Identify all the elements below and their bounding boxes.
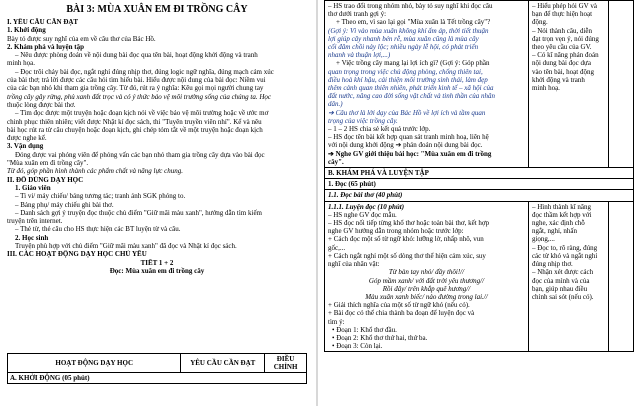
cell-line: nghĩ của nhân vật: [328,260,380,269]
paragraph-line: Từ đó, góp phần hình thành các phẩm chất và năng lực chung. [7,167,184,176]
cell-line: dân.) [328,100,343,109]
cell-line: • Đoạn 3: Còn lại. [332,342,383,351]
cell-line: giọng,... [531,235,555,244]
cell-line: gốc,... [328,243,346,252]
paragraph-line: Đóng được vai phóng viên để phỏng vấn các bạn nhỏ tham gia trồng cây dựa vào bài đọc [15,150,265,159]
paragraph-line: – Đọc trôi chảy bài đọc, ngắt nghỉ đúng nhịp thơ, đúng logic ngữ nghĩa, đúng mạch cảm xúc [15,67,274,76]
cell-line: – HS trao đổi trong nhóm nhỏ, bày tỏ suy nghĩ khi đọc câu [328,2,493,10]
adjustment-cell [609,201,634,352]
cell-line: vào tên bài, hoạt động [531,67,594,76]
paragraph-line: bài học rút ra từ câu chuyện hoặc đoạn kịch, ghi chép tóm tắt về một truyện hoặc đoạn kịch [7,125,263,134]
paragraph-line: truyện trên internet. [7,217,63,226]
subsection-heading: 3. Vận dụng [7,142,44,151]
table-header-cell: HOẠT ĐỘNG DẠY HỌC [8,354,181,373]
table-row [8,373,307,384]
cell-line: ngắt, nghỉ, nhấn [531,227,578,236]
paragraph-line: – Bảng phụ/ máy chiếu ghi bài thơ. [15,200,114,209]
cell-line: khởi động và tranh [531,75,585,84]
paragraph-line: minh họa. [7,59,35,68]
cell-line: – 1 – 2 HS chia sẻ kết quả trước lớp. [328,125,431,134]
cell-line: cây". [328,157,344,166]
cell-line: đọc của mình và của [531,276,590,285]
cell-line: bạn để thực hiện hoạt [531,10,593,19]
section-heading: II. ĐỒ DÙNG DẠY HỌC [7,175,84,184]
paragraph-line: – Tìm đọc được một truyện hoặc đoạn kịch nói về việc bảo vệ môi trường hoặc về ước mơ [15,109,269,118]
paragraph-line: – Danh sách gợi ý truyện đọc thuộc chủ điểm "Giữ mãi màu xanh", hướng dẫn tìm kiếm [15,208,262,217]
cell-line: • Đoạn 2: Khổ thơ thứ hai, thứ ba. [332,333,428,342]
cell-line: + Bài đọc có thể chia thành ba đoạn để luyện đọc và [328,309,475,318]
paragraph-line: Bày tỏ được suy nghĩ của em về câu thơ của Bác Hồ. [7,34,156,43]
cell-line: động. [531,18,548,27]
subsection-heading: 1. Khởi động [7,26,46,35]
cell-line: với nội dung khởi động ➔ phán đoán nội dung bài đọc. [328,141,483,150]
activities-table [7,353,307,384]
cell-line: minh hoạ. [531,84,560,93]
paragraph-line: được nghe kể. [7,134,47,143]
cell-line: + Việc trồng cây mang lại lợi ích gì? (Gợi ý: Góp phần [336,59,490,68]
cell-line: – Hiểu phép hỏi GV và [531,2,597,10]
document-page-left [0,0,316,406]
cell-line: • Đoạn 1: Khổ thơ đầu. [332,325,397,334]
table-section-cell: 1.1. Đọc bài thơ (40 phút) [325,190,634,201]
cell-line: nội dung bài đọc dựa [531,59,591,68]
subsection-heading: 1. Giáo viên [15,183,51,192]
requirement-cell [528,1,608,168]
paragraph-line: Truyện phù hợp với chủ điểm "Giữ mãi màu xanh" đã đọc và Nhật kí đọc sách. [15,242,237,251]
cell-line: ➔ Nghe GV giới thiệu bài học: "Mùa xuân em đi trồng [328,149,492,158]
cell-line: 1.1.1. Luyện đọc (10 phút) [328,202,405,211]
paragraph-line: thuộc lòng được bài thơ. [7,100,76,109]
paragraph-line: của bài thơ; trả lời được các câu hỏi tìm hiểu bài. Hiểu được nội dung của bài đọc: Niềm vui [7,76,266,85]
section-heading: I. YÊU CẦU CẦN ĐẠT [7,18,79,26]
cell-line: + Giải thích nghĩa của một số từ ngữ khó (nếu có). [328,301,470,310]
paragraph-line: – Nêu được phòng đoán về nội dung bài đọc qua tên bài, hoạt động khởi động và tranh [15,51,258,60]
cell-line: đất nước, nâng cao đời sống vật chất và tinh thần của nhân [328,92,496,101]
lesson-period: TIẾT 1 + 2 [140,258,174,267]
activities-table-continued [324,0,634,352]
cell-line: – HS nghe GV đọc mẫu. [328,210,397,219]
paragraph-line: – Thẻ từ, thẻ câu cho HS thực hiện các BT luyện từ và câu. [15,225,181,234]
requirement-cell [528,201,608,352]
cell-line: nhanh và thuận lợi,...) [328,51,391,60]
poem-line: Góp mầm xanh/ với đất trời yêu thương// [368,276,485,285]
cell-line: ➔ Câu thơ là lời dạy của Bác Hồ về lợi ích và tầm quan [328,108,486,117]
paragraph-line: của các bạn nhỏ khi tham gia trồng cây. Từ đó, rút ra ý nghĩa: Kêu gọi mọi người chung tay [7,84,264,93]
cell-line: – Hình thành kĩ năng [531,202,592,211]
cell-line: – Đọc to, rõ ràng, đúng [531,243,598,252]
table-row [325,168,634,179]
paragraph-line: – Ti vi/ máy chiếu/ bảng tương tác; tranh ảnh SGK phóng to. [15,192,186,201]
table-section-cell: 1. Đọc (65 phút) [325,179,634,190]
cell-line: bạn, giúp nhau điều [531,284,588,293]
paragraph-line: chinh phục thiên nhiên; viết được Nhật kí đọc sách, thi "Tuyên truyền viên nhí". Kể và nêu [7,117,262,126]
table-row [325,190,634,201]
section-heading: III. CÁC HOẠT ĐỘNG DẠY HỌC CHỦ YẾU [7,250,147,259]
cell-line: + Cách ngắt nghỉ một số dòng thơ thể hiện cảm xúc, suy [328,251,486,260]
subsection-heading: 2. Khám phá và luyện tập [7,42,85,51]
cell-line: + Cách đọc một số từ ngữ khó: lưỡng lờ, nhấp nhô, vun [328,235,484,244]
reading-title: Đọc: Mùa xuân em đi trồng cây [109,266,205,275]
cell-line: đúng nhịp thơ. [531,260,573,269]
cell-line: – Có kĩ năng phán đoán [531,51,599,60]
activity-cell [325,1,529,168]
cell-line: lợi giúp cây nhanh bén rễ, mùa xuân cũng là mùa cây [328,34,479,43]
cell-line: thơ dưới tranh gợi ý: [328,10,387,19]
subsection-heading: 2. Học sinh [15,233,49,242]
activity-cell [325,201,529,352]
cell-line: quan trọng trong việc chủ động phòng, chống thiên tai, [328,67,483,76]
paragraph-line: "Mùa xuân em đi trồng cây". [7,159,89,168]
cell-line: nghe, xác định chỗ [531,219,585,228]
table-row [325,201,634,352]
cell-line: – Nói thành câu, diễn [531,26,593,35]
table-header-row [8,354,307,373]
cell-line: – HS đọc nối tiếp từng khổ thơ hoặc toàn bài thơ, kết hợp [328,219,490,228]
paragraph-line: trồng cây gây rừng, phủ xanh đất trọc và có ý thức bảo vệ môi trường sống của chúng ta. Học [7,92,272,101]
poem-line: Từ bàn tay nhỏ/ đầy thôi!// [388,268,465,277]
table-row [325,179,634,190]
cell-line: các từ khó và ngắt nghỉ [531,251,598,260]
cell-line: nghe GV hướng dẫn trong nhóm hoặc trước lớp: [328,227,464,236]
cell-line: tìm ý: [328,317,345,326]
poem-line: Màu xuân xanh biếc/ nảo đường trong lai.// [365,292,488,301]
cell-line: – HS đọc tên bài kết hợp quan sát tranh minh hoạ, liên hệ [328,133,489,142]
table-section-cell: A. KHỞI ĐỘNG (05 phút) [8,373,307,384]
cell-line: theo yêu cầu của GV. [531,43,592,52]
cell-line: thêm cảnh quan thiên nhiên, phát triển kinh tế – xã hội của [328,84,494,93]
poem-line: Rồi đây/ trên khắp quê hương// [382,284,471,293]
cell-line: đạt trọn vẹn ý, nói đúng [531,34,599,43]
lesson-title: BÀI 3: MÙA XUÂN EM ĐI TRỒNG CÂY [66,4,248,15]
cell-line: đọc thầm kết hợp với [531,210,592,219]
table-section-cell: B. KHÁM PHÁ VÀ LUYỆN TẬP [325,168,634,179]
adjustment-cell [609,1,634,168]
cell-line: – Nhận xét được cách [531,268,594,277]
cell-line: trọng của việc trồng cây. [328,116,398,125]
cell-line: điều hoà khí hậu, cải thiện môi trường sinh thái, làm đẹp [328,75,488,84]
cell-line: chỉnh sai sót (nếu có). [531,292,594,301]
left-page-content [7,0,307,275]
cell-line: (Gợi ý: Vì vào mùa xuân không khí ấm áp, thời tiết thuận [328,26,489,35]
table-header-cell: ĐIỀU CHỈNH [265,354,307,373]
cell-line: cối đâm chồi nảy lộc; nhiều ngày lễ hội, có phát triển [328,43,479,52]
cell-line: + Theo em, vì sao lại gọi "Mùa xuân là Tết trồng cây"? [336,18,491,27]
table-header-cell: YÊU CẦU CẦN ĐẠT [181,354,265,373]
table-row [325,1,634,168]
document-page-right [318,0,640,406]
